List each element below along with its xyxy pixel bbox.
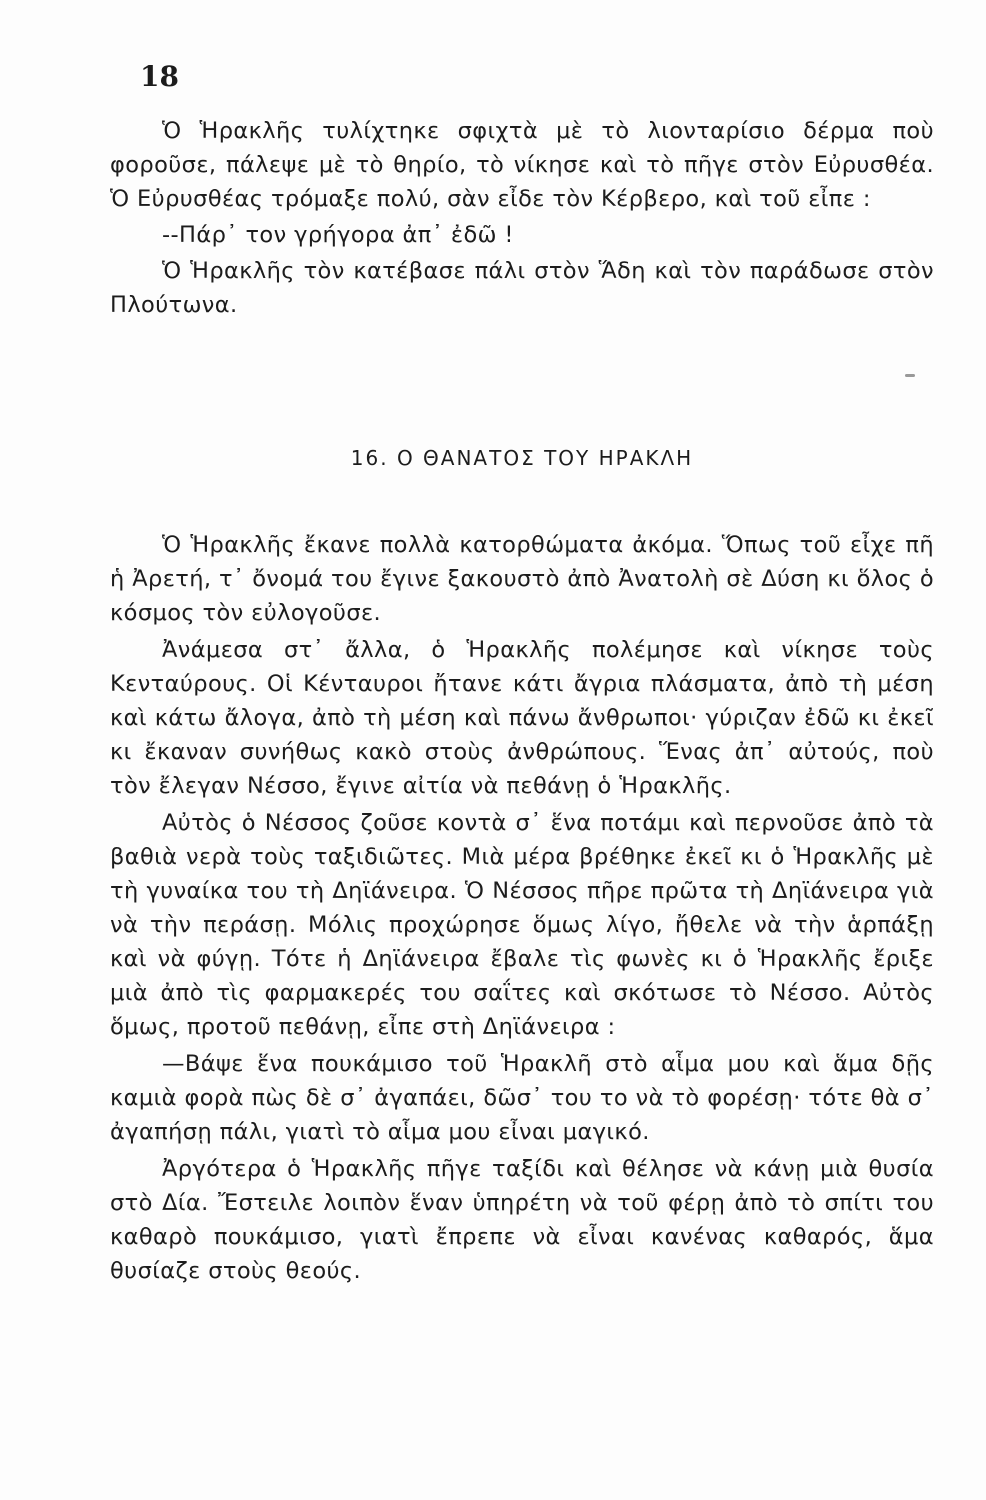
chapter-text [110,528,934,1288]
print-speck [905,374,915,377]
paragraph-nessus-speech: —Βάψε ἕνα πουκάμισο τοῦ Ἡρακλῆ στὸ αἷμα μου καὶ ἅμα δῇς καμιὰ φορὰ πὼς δὲ σ᾿ ἀγαπάει, δῶσ᾿ του το νὰ τὸ φορέσῃ· τότε θὰ σ᾿ ἀγαπήσῃ πάλι, γιατὶ τὸ αἷμα μου εἶναι μαγικό. [110,1051,934,1145]
paragraph-return-to-hades: Ὁ Ἡρακλῆς τὸν κατέβασε πάλι στὸν Ἅδη καὶ τὸν παράδωσε στὸν Πλούτωνα. [110,258,934,318]
paragraph-sacrifice: Ἀργότερα ὁ Ἡρακλῆς πῆγε ταξίδι καὶ θέλησε νὰ κάνῃ μιὰ θυσία στὸ Δία. Ἔστειλε λοιπὸν ἕναν ὑπηρέτη νὰ τοῦ φέρῃ ἀπὸ τὸ σπίτι του καθαρὸ πουκάμισο, γιατὶ ἔπρεπε νὰ εἶναι κανένας καθαρός, ἅμα θυσίαζε στοὺς θεούς. [110,1156,934,1284]
paragraph-centaurs: Ἀνάμεσα στ᾿ ἄλλα, ὁ Ἡρακλῆς πολέμησε καὶ νίκησε τοὺς Κενταύρους. Οἱ Κένταυροι ἤτανε κάτι ἄγρια πλάσματα, ἀπὸ τὴ μέση καὶ κάτω ἄλογα, ἀπὸ τὴ μέση καὶ πάνω ἄνθρωποι· γύριζαν ἐδῶ κι ἐκεῖ κι ἔκαναν συνήθως κακὸ στοὺς ἀνθρώπους. Ἕνας ἀπ᾿ αὐτούς, ποὺ τὸν ἔλεγαν Νέσσο, ἔγινε αἰτία νὰ πεθάνῃ ὁ Ἡρακλῆς. [110,637,934,799]
chapter-heading: 16. Ο ΘΑΝΑΤΟΣ ΤΟΥ ΗΡΑΚΛΗ [350,446,694,470]
paragraph-eurystheus-speech: --Πάρ᾿ τον γρήγορα ἀπ᾿ ἐδῶ ! [162,222,514,248]
intro-text [110,114,934,322]
paragraph-fame: Ὁ Ἡρακλῆς ἔκανε πολλὰ κατορθώματα ἀκόμα. Ὅπως τοῦ εἶχε πῆ ἡ Ἀρετή, τ᾿ ὄνομά του ἔγινε ξακουστὸ ἀπὸ Ἀνατολὴ σὲ Δύση κι ὅλος ὁ κόσμος τὸν εὐλογοῦσε. [110,532,934,626]
paragraph-cerberus: Ὁ Ἡρακλῆς τυλίχτηκε σφιχτὰ μὲ τὸ λιονταρίσιο δέρμα ποὺ φοροῦσε, πάλεψε μὲ τὸ θηρίο, τὸ νίκησε καὶ τὸ πῆγε στὸν Εὐρυσθέα. Ὁ Εὐρυσθέας τρόμαξε πολύ, σὰν εἶδε τὸν Κέρβερο, καὶ τοῦ εἶπε : [110,118,934,212]
paragraph-nessus: Αὐτὸς ὁ Νέσσος ζοῦσε κοντὰ σ᾿ ἕνα ποτάμι καὶ περνοῦσε ἀπὸ τὰ βαθιὰ νερὰ τοὺς ταξιδιῶτες. Μιὰ μέρα βρέθηκε ἐκεῖ κι ὁ Ἡρακλῆς μὲ τὴ γυναίκα του τὴ Δηϊάνειρα. Ὁ Νέσσος πῆρε πρῶτα τὴ Δηϊάνειρα γιὰ νὰ τὴν περάσῃ. Μόλις προχώρησε ὅμως λίγο, ἤθελε νὰ τὴν ἁρπάξῃ καὶ νὰ φύγῃ. Τότε ἡ Δηϊάνειρα ἔβαλε τὶς φωνὲς κι ὁ Ἡρακλῆς ἔριξε μιὰ ἀπὸ τὶς φαρμακερές του σαΐτες καὶ σκότωσε τὸ Νέσσο. Αὐτὸς ὅμως, προτοῦ πεθάνῃ, εἶπε στὴ Δηϊάνειρα : [110,810,934,1040]
page-number: 18 [140,60,179,93]
